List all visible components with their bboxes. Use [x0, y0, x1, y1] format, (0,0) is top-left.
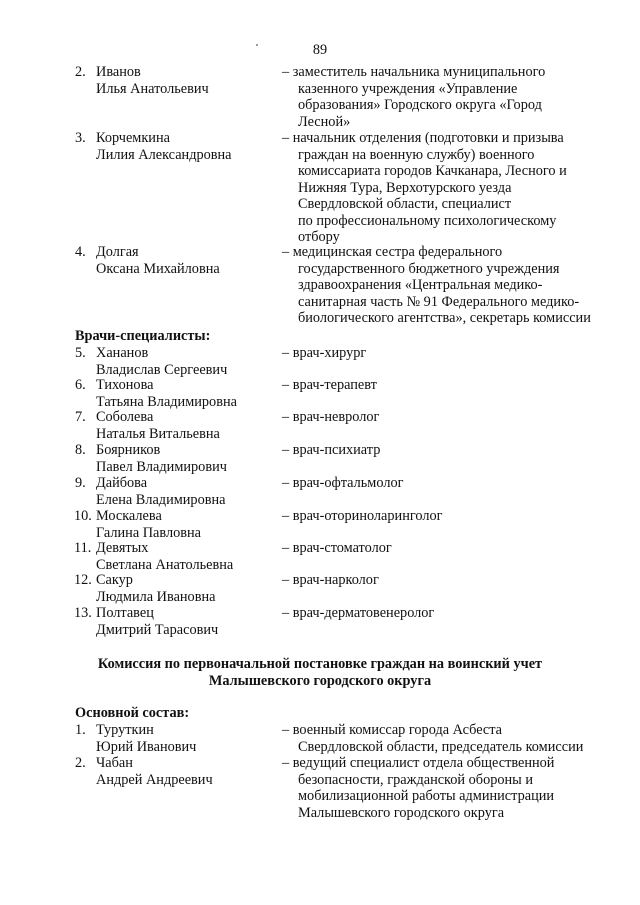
entry-number: 10. [74, 508, 92, 524]
entry-number: 12. [74, 572, 92, 588]
member-given-names: Дмитрий Тарасович [96, 621, 219, 638]
member-surname: Чабан [96, 755, 133, 771]
position-line: – военный комиссар города Асбеста [282, 722, 503, 738]
member-position [282, 755, 612, 821]
commission-heading-line: Малышевского городского округа [208, 673, 432, 689]
entry-number: 9. [75, 475, 86, 491]
main-composition-heading: Основной состав: [75, 705, 190, 721]
position-line: – врач-офтальмолог [282, 475, 404, 491]
entry-number: 2. [75, 755, 86, 771]
specialists-heading: Врачи-специалисты: [75, 328, 211, 344]
member-name [96, 722, 296, 755]
member-position [282, 377, 612, 394]
position-line: здравоохранения «Центральная медико- [298, 277, 543, 293]
position-line: комиссариата городов Качканара, Лесного и [298, 163, 567, 179]
page-number: 89 [312, 42, 328, 58]
entry-number: 1. [75, 722, 86, 738]
position-line: Малышевского городского округа [298, 804, 505, 821]
member-name [96, 64, 296, 97]
position-line: по профессиональному психологическому [298, 212, 557, 229]
member-position [282, 442, 612, 459]
member-position [282, 475, 612, 492]
member-given-names: Елена Владимировна [96, 491, 226, 508]
member-position [282, 244, 612, 327]
member-name [96, 409, 296, 442]
member-surname: Корчемкина [96, 130, 170, 146]
member-surname: Дайбова [96, 475, 148, 491]
member-position [282, 64, 612, 130]
member-position [282, 409, 612, 426]
member-surname: Москалева [96, 508, 162, 524]
member-surname: Хананов [96, 345, 149, 361]
member-name [96, 442, 296, 475]
entry-number: 2. [75, 64, 86, 80]
member-given-names: Юрий Иванович [96, 738, 197, 755]
member-surname: Боярников [96, 442, 161, 458]
position-line: государственного бюджетного учреждения [298, 260, 560, 277]
entry-number: 7. [75, 409, 86, 425]
member-given-names: Людмила Ивановна [96, 588, 216, 605]
entry-number: 3. [75, 130, 86, 146]
member-given-names: Наталья Витальевна [96, 425, 220, 442]
position-line: – врач-хирург [282, 345, 367, 361]
member-position [282, 572, 612, 589]
member-surname: Тихонова [96, 377, 154, 393]
position-line: Свердловской области, специалист [298, 196, 512, 212]
member-surname: Иванов [96, 64, 141, 80]
member-name [96, 345, 296, 378]
member-surname: Девятых [96, 540, 149, 556]
position-line: Свердловской области, председатель комиссии [298, 738, 584, 755]
commission-heading [0, 656, 640, 690]
member-given-names: Андрей Андреевич [96, 771, 213, 788]
member-surname: Долгая [96, 244, 139, 260]
commission-heading-line: Комиссия по первоначальной постановке граждан на воинский учет [97, 656, 543, 672]
member-position [282, 722, 612, 755]
position-line: – врач-оториноларинголог [282, 508, 443, 524]
position-line: образования» Городского округа «Город [298, 97, 542, 113]
member-position [282, 130, 612, 246]
member-given-names: Лилия Александровна [96, 146, 232, 163]
entry-number: 13. [74, 605, 92, 621]
member-surname: Полтавец [96, 605, 154, 621]
member-given-names: Владислав Сергеевич [96, 361, 228, 378]
entry-number: 11. [74, 540, 92, 556]
member-position [282, 508, 612, 525]
position-line: Лесной» [298, 113, 351, 130]
member-given-names: Оксана Михайловна [96, 260, 220, 277]
position-line: мобилизационной работы администрации [298, 788, 555, 804]
member-surname: Сакур [96, 572, 133, 588]
member-name [96, 130, 296, 163]
member-name [96, 540, 296, 573]
position-line: санитарная часть № 91 Федерального медико- [298, 293, 580, 310]
member-given-names: Галина Павловна [96, 524, 201, 541]
position-line: – врач-нарколог [282, 572, 379, 588]
position-line: – врач-невролог [282, 409, 380, 425]
member-name [96, 244, 296, 277]
position-line: – врач-стоматолог [282, 540, 392, 556]
member-position [282, 540, 612, 557]
member-name [96, 605, 296, 638]
entry-number: 8. [75, 442, 86, 458]
entry-number: 5. [75, 345, 86, 361]
member-position [282, 605, 612, 622]
member-name [96, 475, 296, 508]
position-line: – медицинская сестра федерального [282, 244, 503, 260]
position-line: – врач-дерматовенеролог [282, 605, 435, 621]
position-line: – начальник отделения (подготовки и призыва [282, 130, 564, 146]
position-line: – врач-психиатр [282, 442, 381, 458]
member-surname: Туруткин [96, 722, 154, 738]
member-position [282, 345, 612, 362]
member-name [96, 508, 296, 541]
member-surname: Соболева [96, 409, 154, 425]
member-given-names: Светлана Анатольевна [96, 556, 234, 573]
member-name [96, 377, 296, 410]
position-line: – врач-терапевт [282, 377, 377, 393]
member-given-names: Павел Владимирович [96, 458, 227, 475]
member-name [96, 755, 296, 788]
member-given-names: Татьяна Владимировна [96, 393, 237, 410]
entry-number: 4. [75, 244, 86, 260]
entry-number: 6. [75, 377, 86, 393]
position-line: казенного учреждения «Управление [298, 80, 518, 97]
position-line: Нижняя Тура, Верхотурского уезда [298, 179, 512, 196]
position-line: – заместитель начальника муниципального [282, 64, 546, 80]
position-line: безопасности, гражданской обороны и [298, 771, 534, 788]
position-line: отбору [298, 229, 340, 245]
member-given-names: Илья Анатольевич [96, 80, 209, 97]
position-line: – ведущий специалист отдела общественной [282, 755, 555, 771]
member-name [96, 572, 296, 605]
position-line: биологического агентства», секретарь комиссии [298, 310, 591, 326]
position-line: граждан на военную службу) военного [298, 146, 535, 163]
